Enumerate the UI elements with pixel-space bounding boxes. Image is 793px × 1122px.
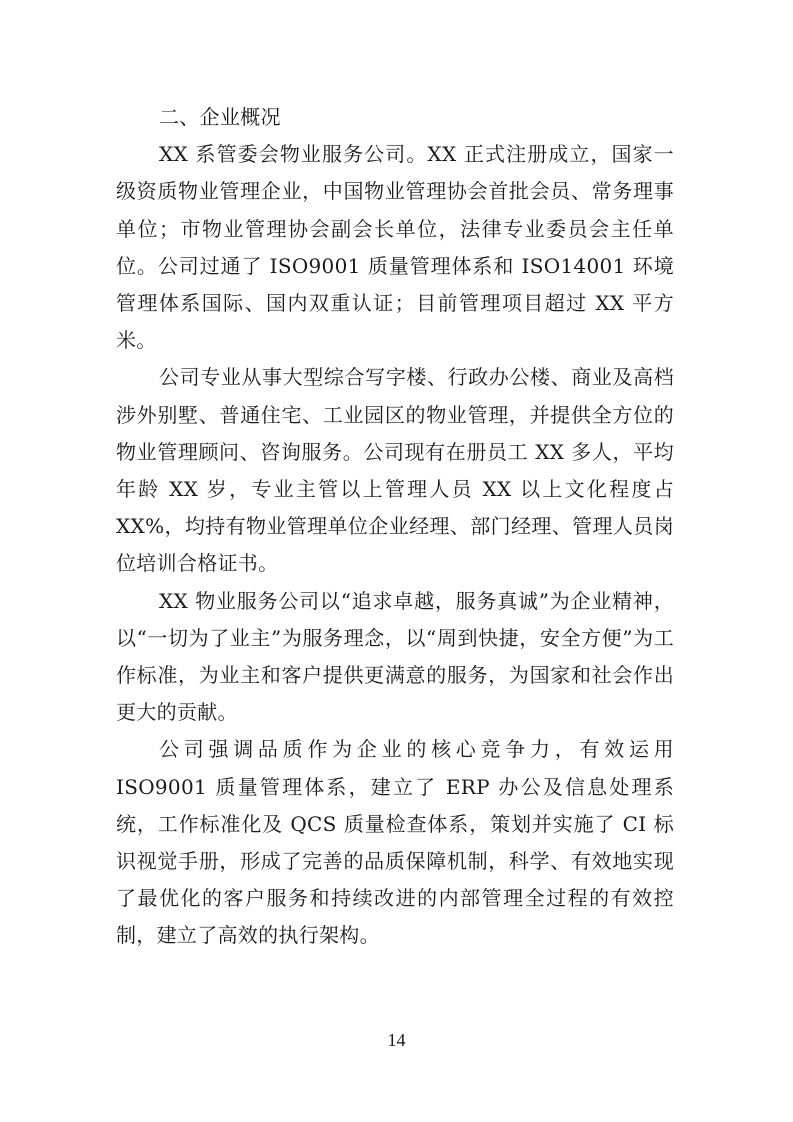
paragraph-company-spirit: XX 物业服务公司以“追求卓越，服务真诚”为企业精神，以“一切为了业主”为服务理念，以“周到快捷，安全方便”为工作标准，为业主和客户提供更满意的服务，为国家和社会作出更大的贡献。	[116, 588, 674, 725]
paragraph-company-intro: XX 系管委会物业服务公司。XX 正式注册成立，国家一级资质物业管理企业，中国物业管理协会首批会员、常务理事单位；市物业管理协会副会长单位，法律专业委员会主任单位。公司过通了 ISO9001 质量管理体系和 ISO14001 环境管理体系国际、国内双重认证；目前管理项目超过 XX 平方米。	[116, 142, 674, 353]
document-body	[116, 99, 674, 955]
section-heading: 二、企业概况	[159, 105, 281, 129]
paragraph-business-scope: 公司专业从事大型综合写字楼、行政办公楼、商业及高档涉外别墅、普通住宅、工业园区的物业管理，并提供全方位的物业管理顾问、咨询服务。公司现有在册员工 XX 多人，平均年龄 XX 岁，专业主管以上管理人员 XX 以上文化程度占 XX%，均持有物业管理单位企业经理、部门经理、管理人员岗位培训合格证书。	[116, 365, 674, 576]
page-number: 14	[387, 1030, 406, 1050]
paragraph-quality-management: 公司强调品质作为企业的核心竞争力，有效运用 ISO9001 质量管理体系，建立了 ERP 办公及信息处理系统，工作标准化及 QCS 质量检查体系，策划并实施了 CI 标识视觉手册，形成了完善的品质保障机制，科学、有效地实现了最优化的客户服务和持续改进的内部管理全过程的有效控制，建立了高效的执行架构。	[116, 737, 674, 948]
